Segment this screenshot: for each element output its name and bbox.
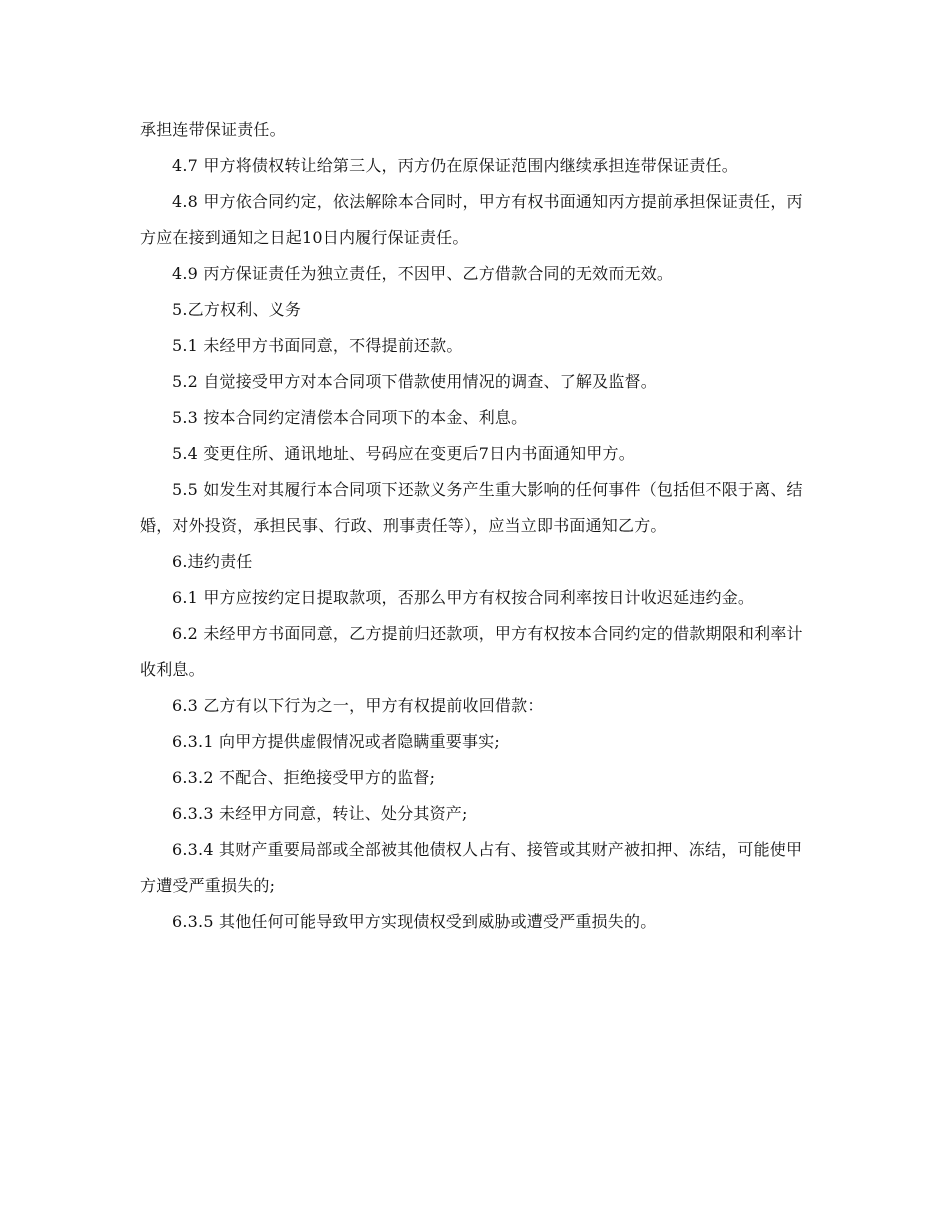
clause-6-3-1: 6.3.1 向甲方提供虚假情况或者隐瞒重要事实; (172, 732, 500, 751)
section-5-heading: 5.乙方权利、义务 (172, 300, 302, 319)
clause-6-3-2: 6.3.2 不配合、拒绝接受甲方的监督; (172, 768, 436, 787)
clause-6-3-5: 6.3.5 其他任何可能导致甲方实现债权受到威胁或遭受严重损失的。 (172, 912, 657, 931)
clause-6-3-4: 6.3.4 其财产重要局部或全部被其他债权人占有、接管或其财产被扣押、冻结，可能使甲方遭受严重损失的; (140, 840, 803, 895)
clause-6-2: 6.2 未经甲方书面同意，乙方提前归还款项，甲方有权按本合同约定的借款期限和利率计收利息。 (140, 624, 803, 679)
clause-5-5: 5.5 如发生对其履行本合同项下还款义务产生重大影响的任何事件（包括但不限于离、结婚，对外投资，承担民事、行政、刑事责任等），应当立即书面通知乙方。 (140, 480, 803, 535)
clause-5-3: 5.3 按本合同约定清偿本合同项下的本金、利息。 (172, 408, 528, 427)
clause-6-3-3: 6.3.3 未经甲方同意，转让、处分其资产; (172, 804, 468, 823)
clause-6-3: 6.3 乙方有以下行为之一，甲方有权提前收回借款： (172, 696, 544, 715)
clause-4-8: 4.8 甲方依合同约定，依法解除本合同时，甲方有权书面通知丙方提前承担保证责任，丙方应在接到通知之日起10日内履行保证责任。 (140, 192, 803, 247)
paragraph-continuation: 承担连带保证责任。 (140, 120, 286, 139)
clause-5-1: 5.1 未经甲方书面同意，不得提前还款。 (172, 336, 463, 355)
clause-4-7: 4.7 甲方将债权转让给第三人，丙方仍在原保证范围内继续承担连带保证责任。 (172, 156, 738, 175)
clause-6-1: 6.1 甲方应按约定日提取款项，否那么甲方有权按合同利率按日计收迟延违约金。 (172, 588, 755, 607)
clause-5-2: 5.2 自觉接受甲方对本合同项下借款使用情况的调查、了解及监督。 (172, 372, 657, 391)
document-body (140, 112, 805, 940)
clause-5-4: 5.4 变更住所、通讯地址、号码应在变更后7日内书面通知甲方。 (172, 444, 635, 463)
clause-4-9: 4.9 丙方保证责任为独立责任，不因甲、乙方借款合同的无效而无效。 (172, 264, 674, 283)
section-6-heading: 6.违约责任 (172, 552, 253, 571)
